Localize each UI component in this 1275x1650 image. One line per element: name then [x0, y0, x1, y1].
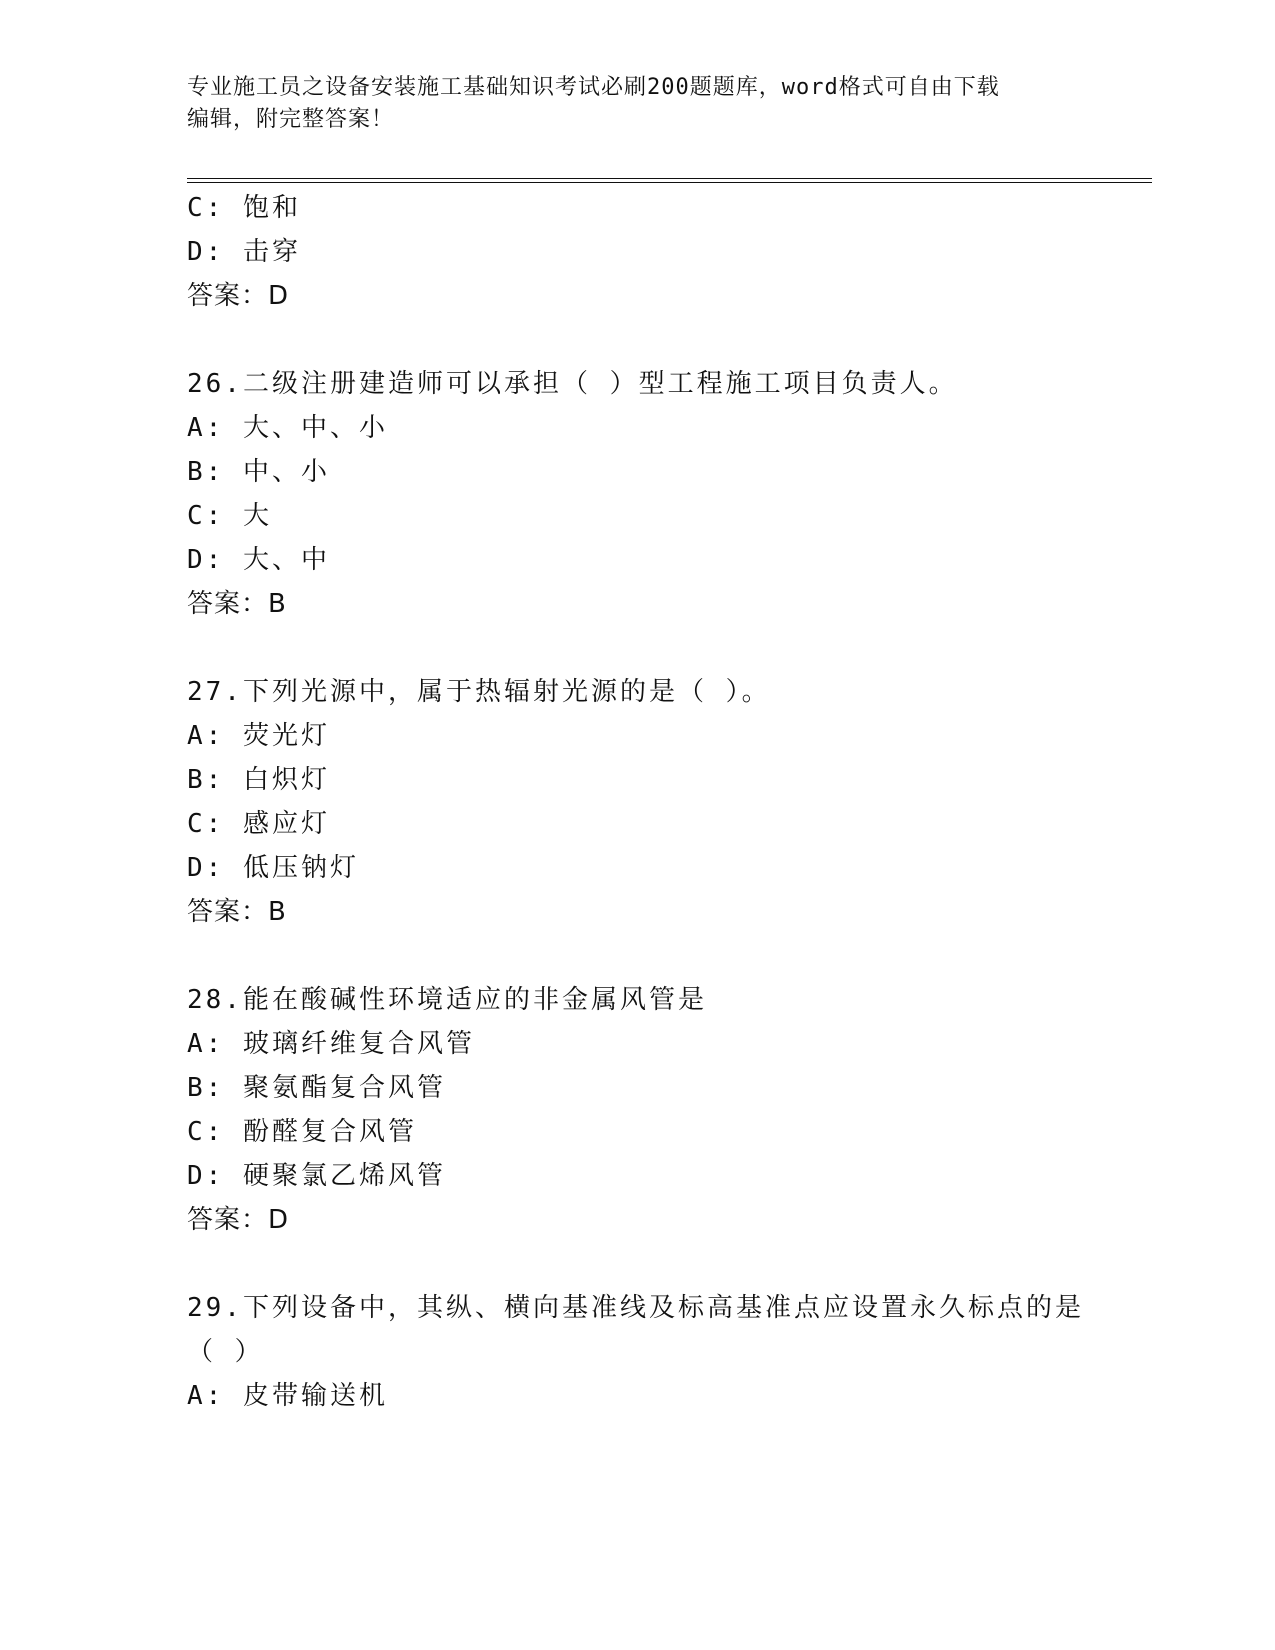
q28-stem: 28.能在酸碱性环境适应的非金属风管是 [187, 985, 707, 1015]
q26-stem: 26.二级注册建造师可以承担（ ）型工程施工项目负责人。 [187, 369, 958, 399]
q27-stem: 27.下列光源中，属于热辐射光源的是（ ）。 [187, 677, 771, 707]
q26-option-d: D: 大、中 [187, 545, 330, 575]
q29-stem-line-1: 29.下列设备中，其纵、横向基准线及标高基准点应设置永久标点的是 [187, 1293, 1084, 1323]
header-line-2: 编辑，附完整答案！ [187, 107, 395, 132]
q27-option-c: C: 感应灯 [187, 809, 330, 839]
header-divider-bottom [187, 182, 1152, 183]
q29-option-a: A: 皮带输送机 [187, 1381, 388, 1411]
header-line-1: 专业施工员之设备安装施工基础知识考试必刷200题题库，word格式可自由下载 [187, 75, 1000, 100]
document-header [187, 72, 1087, 136]
q28-option-c: C: 酚醛复合风管 [187, 1117, 417, 1147]
q25-option-d: D: 击穿 [187, 237, 301, 267]
q26-answer: 答案：B [187, 589, 287, 619]
q28-option-a: A: 玻璃纤维复合风管 [187, 1029, 475, 1059]
q25-answer: 答案：D [187, 281, 290, 311]
q28-answer: 答案：D [187, 1205, 290, 1235]
q29-stem-line-2: （ ） [187, 1337, 264, 1367]
header-divider-top [187, 178, 1152, 179]
q27-option-b: B: 白炽灯 [187, 765, 330, 795]
q28-option-b: B: 聚氨酯复合风管 [187, 1073, 446, 1103]
q26-option-c: C: 大 [187, 501, 272, 531]
q26-option-a: A: 大、中、小 [187, 413, 388, 443]
q25-option-c: C: 饱和 [187, 193, 301, 223]
q27-option-d: D: 低压钠灯 [187, 853, 359, 883]
q28-option-d: D: 硬聚氯乙烯风管 [187, 1161, 446, 1191]
q26-option-b: B: 中、小 [187, 457, 330, 487]
q27-option-a: A: 荧光灯 [187, 721, 330, 751]
q27-answer: 答案：B [187, 897, 287, 927]
